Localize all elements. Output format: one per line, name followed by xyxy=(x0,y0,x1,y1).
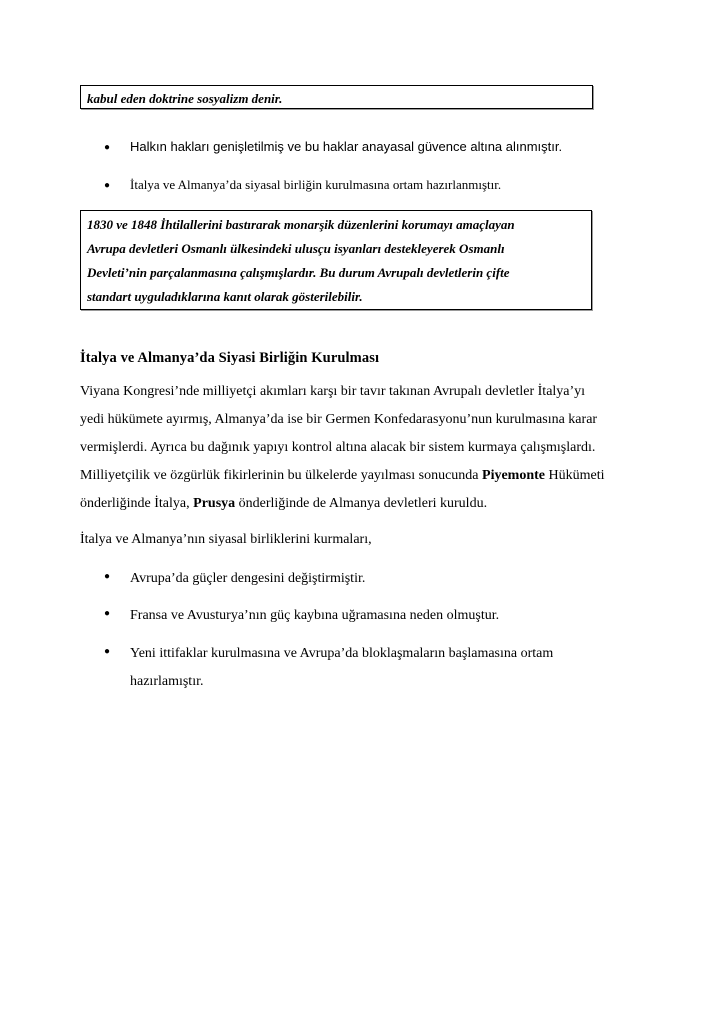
list-item xyxy=(104,640,624,696)
paragraph-line: vermişlerdi. Ayrıca bu dağınık yapıyı kontrol altına alacak bir sistem kurmaya çalışmışlardı. xyxy=(80,440,596,455)
list-item-text: İtalya ve Almanya’da siyasal birliğin kurulmasına ortam hazırlanmıştır. xyxy=(130,177,502,192)
list-item xyxy=(104,139,562,156)
paragraph-line: önderliğinde İtalya, Prusya önderliğinde de Almanya devletleri kuruldu. xyxy=(80,496,488,511)
summary-box-top-text: kabul eden doktrine sosyalizm denir. xyxy=(87,91,283,106)
note-line: Devleti’nin parçalanmasına çalışmışlardır. Bu durum Avrupalı devletlerin çifte xyxy=(87,265,510,280)
bullet-icon: ● xyxy=(104,571,111,582)
list-item xyxy=(104,565,624,593)
paragraph-line: Milliyetçilik ve özgürlük fikirlerinin bu ülkelerde yayılması sonucunda Piyemonte Hükümeti xyxy=(80,468,605,483)
bullet-icon: ● xyxy=(104,608,111,619)
list-item xyxy=(104,602,624,630)
paragraph-line: yedi hükümete ayırmış, Almanya’da ise bir Germen Konfedarasyonu’nun kurulmasına karar xyxy=(80,412,598,427)
note-line: Avrupa devletleri Osmanlı ülkesindeki ulusçu isyanları destekleyerek Osmanlı xyxy=(87,241,505,256)
note-line: 1830 ve 1848 İhtilallerini bastırarak monarşik düzenlerini korumayı amaçlayan xyxy=(87,217,515,232)
list-item-text: Avrupa’da güçler dengesini değiştirmiştir. xyxy=(130,571,366,586)
section-heading: İtalya ve Almanya’da Siyasi Birliğin Kurulması xyxy=(80,350,380,366)
summary-box-top xyxy=(80,85,593,109)
list-intro: İtalya ve Almanya’nın siyasal birliklerini kurmaları, xyxy=(80,532,372,547)
paragraph-line: Viyana Kongresi’nde milliyetçi akımları karşı bir tavır takınan Avrupalı devletler İtalya’yı xyxy=(80,384,586,399)
bullet-icon: ● xyxy=(104,646,111,657)
list-item-text: Fransa ve Avusturya’nın güç kaybına uğramasına neden olmuştur. xyxy=(130,608,500,623)
bullet-icon: ● xyxy=(104,180,111,191)
list-item-text: Yeni ittifaklar kurulmasına ve Avrupa’da bloklaşmaların başlamasına ortam xyxy=(130,646,554,661)
bullet-icon: ● xyxy=(104,142,111,153)
note-line: standart uyguladıklarına kanıt olarak gösterilebilir. xyxy=(87,289,363,304)
bold-term-prusya: Prusya xyxy=(193,496,236,511)
section-paragraph xyxy=(80,378,640,518)
list-item-text: Halkın hakları genişletilmiş ve bu haklar anayasal güvence altına alınmıştır. xyxy=(130,139,563,154)
bold-term-piyemonte: Piyemonte xyxy=(482,468,545,483)
list-item-text-continued: hazırlamıştır. xyxy=(130,674,204,689)
list-item xyxy=(104,177,501,194)
note-box xyxy=(80,210,592,310)
